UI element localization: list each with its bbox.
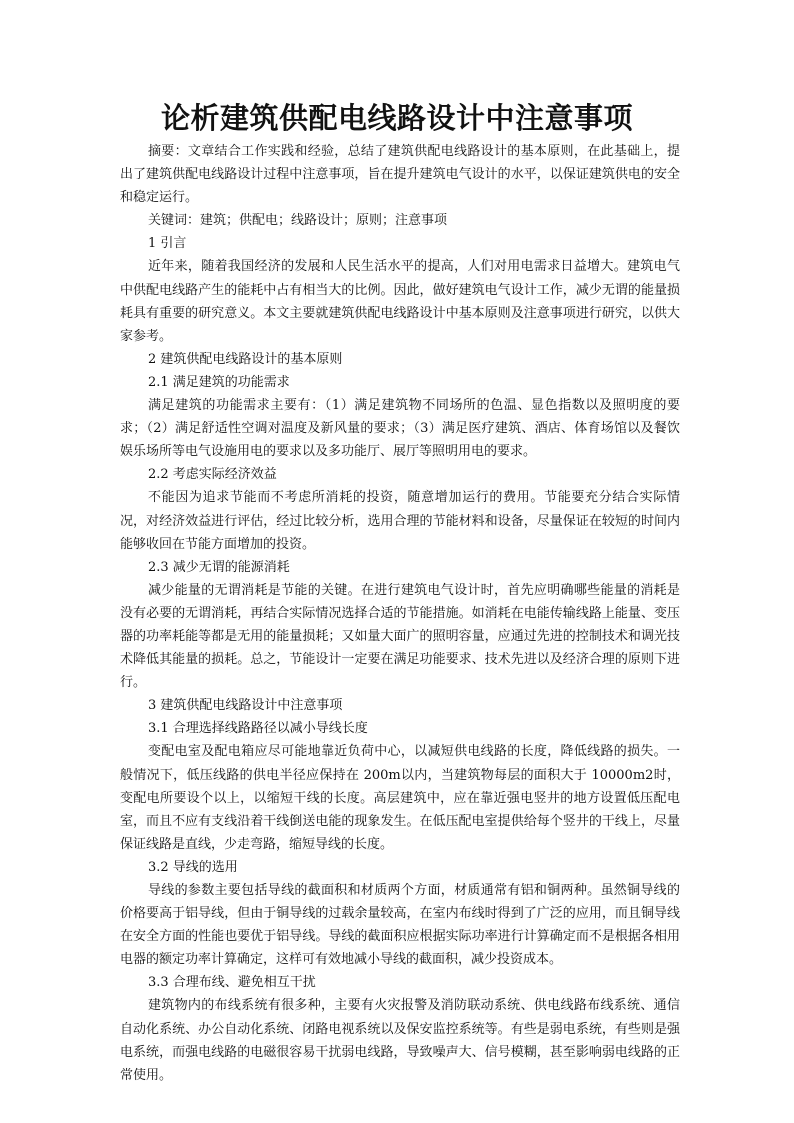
document-title: 论析建筑供配电线路设计中注意事项 (160, 101, 633, 135)
body-paragraph: 满足建筑的功能需求主要有：（1）满足建筑物不同场所的色温、显色指数以及照明度的要求；（2）满足舒适性空调对温度及新风量的要求；（3）满足医疗建筑、酒店、体育场馆以及餐饮娱乐场所等电气设施用电的要求以及多功能厅、展厅等照明用电的要求。 (120, 398, 680, 460)
section-heading-1: 1 引言 (148, 236, 187, 252)
section-heading-3: 3 建筑供配电线路设计中注意事项 (148, 698, 343, 714)
subsection-heading-3-1: 3.1 合理选择线路路径以减小导线长度 (148, 721, 368, 737)
subsection-heading-2-2: 2.2 考虑实际经济效益 (148, 467, 277, 483)
body-paragraph: 不能因为追求节能而不考虑所消耗的投资，随意增加运行的费用。节能要充分结合实际情况，对经济效益进行评估，经过比较分析，选用合理的节能材料和设备，尽量保证在较短的时间内能够收回在节能方面增加的投资。 (120, 490, 680, 552)
body-paragraph: 近年来，随着我国经济的发展和人民生活水平的提高，人们对用电需求日益增大。建筑电气中供配电线路产生的能耗中占有相当大的比例。因此，做好建筑电气设计工作，减少无谓的能量损耗具有重要的研究意义。本文主要就建筑供配电线路设计中基本原则及注意事项进行研究，以供大家参考。 (120, 259, 680, 344)
document-body (120, 140, 680, 1087)
body-paragraph: 建筑物内的布线系统有很多种，主要有火灾报警及消防联动系统、供电线路布线系统、通信自动化系统、办公自动化系统、闭路电视系统以及保安监控系统等。有些是弱电系统，有些则是强电系统，而强电线路的电磁很容易干扰弱电线路，导致噪声大、信号模糊，甚至影响弱电线路的正常使用。 (120, 998, 680, 1083)
abstract-paragraph: 摘要：文章结合工作实践和经验，总结了建筑供配电线路设计的基本原则，在此基础上，提出了建筑供配电线路设计过程中注意事项，旨在提升建筑电气设计的水平，以保证建筑供电的安全和稳定运行。 (120, 144, 680, 206)
section-heading-2: 2 建筑供配电线路设计的基本原则 (148, 351, 343, 367)
subsection-heading-3-2: 3.2 导线的选用 (148, 859, 238, 875)
body-paragraph: 导线的参数主要包括导线的截面积和材质两个方面，材质通常有铝和铜两种。虽然铜导线的价格要高于铝导线，但由于铜导线的过载余量较高，在室内布线时得到了广泛的应用，而且铜导线在安全方面的性能也要优于铝导线。导线的截面积应根据实际功率进行计算确定而不是根据各相用电器的额定功率计算确定，这样可有效地减小导线的截面积，减少投资成本。 (120, 883, 680, 968)
subsection-heading-3-3: 3.3 合理布线、避免相互干扰 (148, 975, 316, 991)
subsection-heading-2-1: 2.1 满足建筑的功能需求 (148, 374, 290, 390)
keywords-paragraph: 关键词：建筑；供配电；线路设计；原则；注意事项 (148, 213, 448, 229)
subsection-heading-2-3: 2.3 减少无谓的能源消耗 (148, 559, 290, 575)
body-paragraph: 变配电室及配电箱应尽可能地靠近负荷中心，以减短供电线路的长度，降低线路的损失。一般情况下，低压线路的供电半径应保持在 200m以内，当建筑物每层的面积大于 10000m2时，变配电所要设个以上，以缩短干线的长度。高层建筑中，应在靠近强电竖井的地方设置低压配电室，而且不应有支线沿着干线倒送电能的现象发生。在低压配电室提供给每个竖井的干线上，尽量保证线路是直线，少走弯路，缩短导线的长度。 (120, 744, 680, 852)
body-paragraph: 减少能量的无谓消耗是节能的关键。在进行建筑电气设计时，首先应明确哪些能量的消耗是没有必要的无谓消耗，再结合实际情况选择合适的节能措施。如消耗在电能传输线路上能量、变压器的功率耗能等都是无用的能量损耗；又如量大面广的照明容量，应通过先进的控制技术和调光技术降低其能量的损耗。总之，节能设计一定要在满足功能要求、技术先进以及经济合理的原则下进行。 (120, 582, 680, 691)
